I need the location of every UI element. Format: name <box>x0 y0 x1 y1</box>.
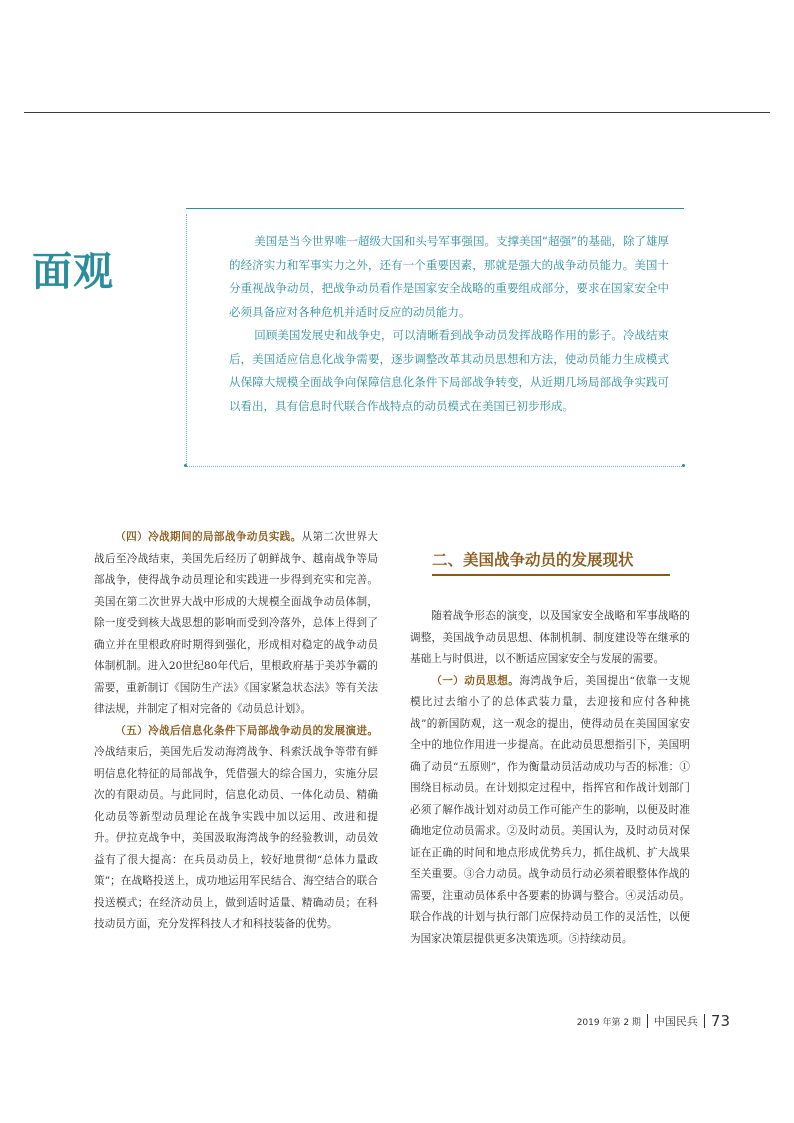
abstract <box>229 230 669 418</box>
section-heading-underline <box>432 574 670 576</box>
abstract-rule-dot <box>682 464 685 467</box>
left-column <box>94 527 378 936</box>
left-paragraph-2 <box>94 721 378 936</box>
abstract-top-rule <box>186 208 684 209</box>
right-paragraph-2 <box>410 671 690 951</box>
header-rule <box>24 112 770 113</box>
footer-divider <box>647 1014 648 1028</box>
abstract-paragraph-2: 回顾美国发展史和战争史，可以清晰看到战争动员发挥战略作用的影子。冷战结束后，美国适应信息化战争需要，逐步调整改革其动员思想和方法，使动员能力生成模式从保障大规模全面战争向保障信息化条件下局部战争转变，从近期几场局部战争实践可以看出，具有信息时代联合作战特点的动员模式在美国已初步形成。 <box>229 328 669 413</box>
right-paragraph-2-body: 海湾战争后，美国提出“依靠一支规模比过去缩小了的总体武装力量，去迎接和应付各种挑战”的新国防观，这一观念的提出，使得动员在美国国家安全中的地位作用进一步提高。在此动员思想指引下，美国明确了动员“五原则”，作为衡量动员活动成功与否的标准：①围绕目标动员。在计划拟定过程中，指挥官和作战计划部门必须了解作战计划对动员工作可能产生的影响，以便及时准确地定位动员需求。②及时动员。美国认为，及时动员对保证在正确的时间和地点形成优势兵力，抓住战机、扩大战果至关重要。③合力动员。战争动员行动必须着眼整体作战的需要，注重动员体系中各要素的协调与整合。④灵活动员。联合作战的计划与执行部门应保持动员工作的灵活性，以便为国家决策层提供更多决策选项。⑤持续动员。 <box>410 674 690 945</box>
footer-magazine: 中国民兵 <box>653 1015 698 1028</box>
abstract-rule-dot <box>184 464 187 467</box>
abstract-side-rule <box>186 214 188 466</box>
right-paragraph-1: 随着战争形态的演变，以及国家安全战略和军事战略的调整，美国战争动员思想、体制机制、制度建设等在继承的基础上与时俱进，以不断适应国家安全与发展的需要。 <box>410 610 690 665</box>
section-label: 面观 <box>32 249 114 295</box>
page-number: 73 <box>710 1012 730 1030</box>
right-column <box>410 606 690 950</box>
page-footer <box>540 1010 730 1032</box>
footer-divider <box>704 1014 705 1028</box>
left-paragraph-1-body: 从第二次世界大战后至冷战结束，美国先后经历了朝鲜战争、越南战争等局部战争，使得战争动员理论和实践进一步得到充实和完善。美国在第二次世界大战中形成的大规模全面战争动员体制，除一度受到核大战思想的影响而受到冷落外，总体上得到了确立并在里根政府时期得到强化，形成相对稳定的战争动员体制机制。进入20世纪80年代后，里根政府基于美苏争霸的需要，重新制订《国防生产法》《国家紧急状态法》等有关法律法规，并制定了相对完备的《动员总计划》。 <box>94 531 378 715</box>
abstract-bottom-rule <box>186 466 684 467</box>
section-heading: 二、美国战争动员的发展现状 <box>432 551 634 569</box>
abstract-paragraph-1: 美国是当今世界唯一超级大国和头号军事强国。支撑美国“超强”的基础，除了雄厚的经济实力和军事实力之外，还有一个重要因素，那就是强大的战争动员能力。美国十分重视战争动员，把战争动员看作是国家安全战略的重要组成部分，要求在国家安全中必须具备应对各种危机并适时反应的动员能力。 <box>229 234 669 319</box>
left-paragraph-2-body: 冷战结束后，美国先后发动海湾战争、科索沃战争等带有鲜明信息化特征的局部战争，凭借强大的综合国力，实施分层次的有限动员。与此同时，信息化动员、一体化动员、精确化动员等新型动员理论在战争实践中加以运用、改进和提升。伊拉克战争中，美国汲取海湾战争的经验教训，动员效益有了很大提高：在兵员动员上，较好地贯彻“总体力量政策”；在战略投送上，成功地运用军民结合、海空结合的联合投送模式；在经济动员上，做到适时适量、精确动员；在科技动员方面，充分发挥科技人才和科技装备的优势。 <box>94 746 378 930</box>
footer-issue: 2019 年第 2 期 <box>576 1017 641 1028</box>
left-paragraph-1-heading: （四）冷战期间的局部战争动员实践。 <box>115 531 302 543</box>
left-paragraph-1 <box>94 527 378 721</box>
right-paragraph-2-heading: （一）动员思想。 <box>431 674 520 687</box>
left-paragraph-2-heading: （五）冷战后信息化条件下局部战争动员的发展演进。 <box>115 724 378 737</box>
